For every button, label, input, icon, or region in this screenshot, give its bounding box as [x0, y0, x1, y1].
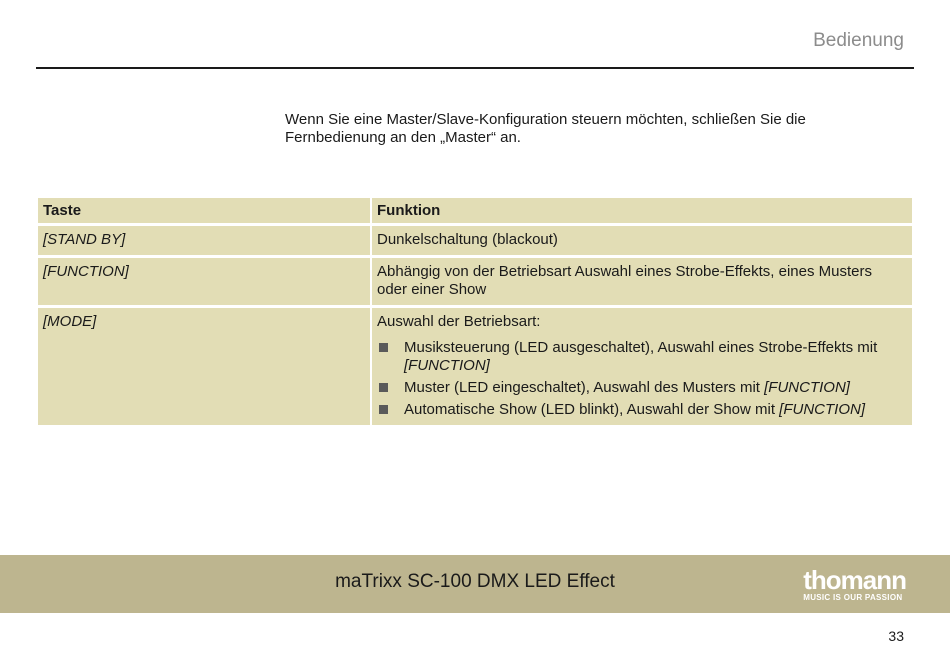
- thomann-logo: [803, 567, 906, 603]
- list-item: [377, 339, 906, 375]
- table-row: [38, 308, 912, 425]
- list-item-text: Automatische Show (LED blinkt), Auswahl der Show mit: [404, 401, 780, 418]
- square-bullet-icon: [379, 383, 388, 392]
- list-item-key: [FUNCTION]: [779, 401, 865, 418]
- product-name: maTrixx SC-100 DMX LED Effect: [335, 571, 615, 592]
- function-cell: [372, 308, 912, 425]
- header-rule: [36, 67, 914, 69]
- list-item: [377, 401, 906, 419]
- intro-text: Wenn Sie eine Master/Slave-Konfiguration steuern möchten, schließen Sie die Fernbedienung an den „Master“ an.: [285, 111, 806, 146]
- list-item-key: [FUNCTION]: [764, 379, 850, 396]
- table-header-row: [38, 198, 912, 223]
- page-number: 33: [888, 628, 904, 644]
- mode-list: [377, 339, 906, 419]
- brand-tagline: MUSIC IS OUR PASSION: [803, 593, 903, 602]
- key-cell: [FUNCTION]: [38, 258, 370, 305]
- list-item-key: [FUNCTION]: [404, 357, 490, 374]
- column-header-function: Funktion: [372, 198, 912, 223]
- mode-selection-label: Auswahl der Betriebsart:: [377, 313, 541, 330]
- function-cell: Abhängig von der Betriebsart Auswahl eines Strobe-Effekts, eines Musters oder einer Show: [372, 258, 912, 305]
- square-bullet-icon: [379, 343, 388, 352]
- brand-name: thomann: [803, 565, 906, 595]
- list-item: [377, 379, 906, 397]
- key-cell: [STAND BY]: [38, 226, 370, 255]
- list-item-text: Musiksteuerung (LED ausgeschaltet), Auswahl eines Strobe-Effekts mit: [404, 339, 878, 356]
- table-row: [38, 226, 912, 255]
- key-cell: [MODE]: [38, 308, 370, 425]
- function-cell: Dunkelschaltung (blackout): [372, 226, 912, 255]
- section-title: Bedienung: [813, 30, 904, 51]
- table-row: [38, 258, 912, 305]
- list-item-text: Muster (LED eingeschaltet), Auswahl des Musters mit: [404, 379, 765, 396]
- footer-band: [0, 555, 950, 613]
- column-header-key: Taste: [38, 198, 370, 223]
- key-function-table: [36, 195, 914, 428]
- square-bullet-icon: [379, 405, 388, 414]
